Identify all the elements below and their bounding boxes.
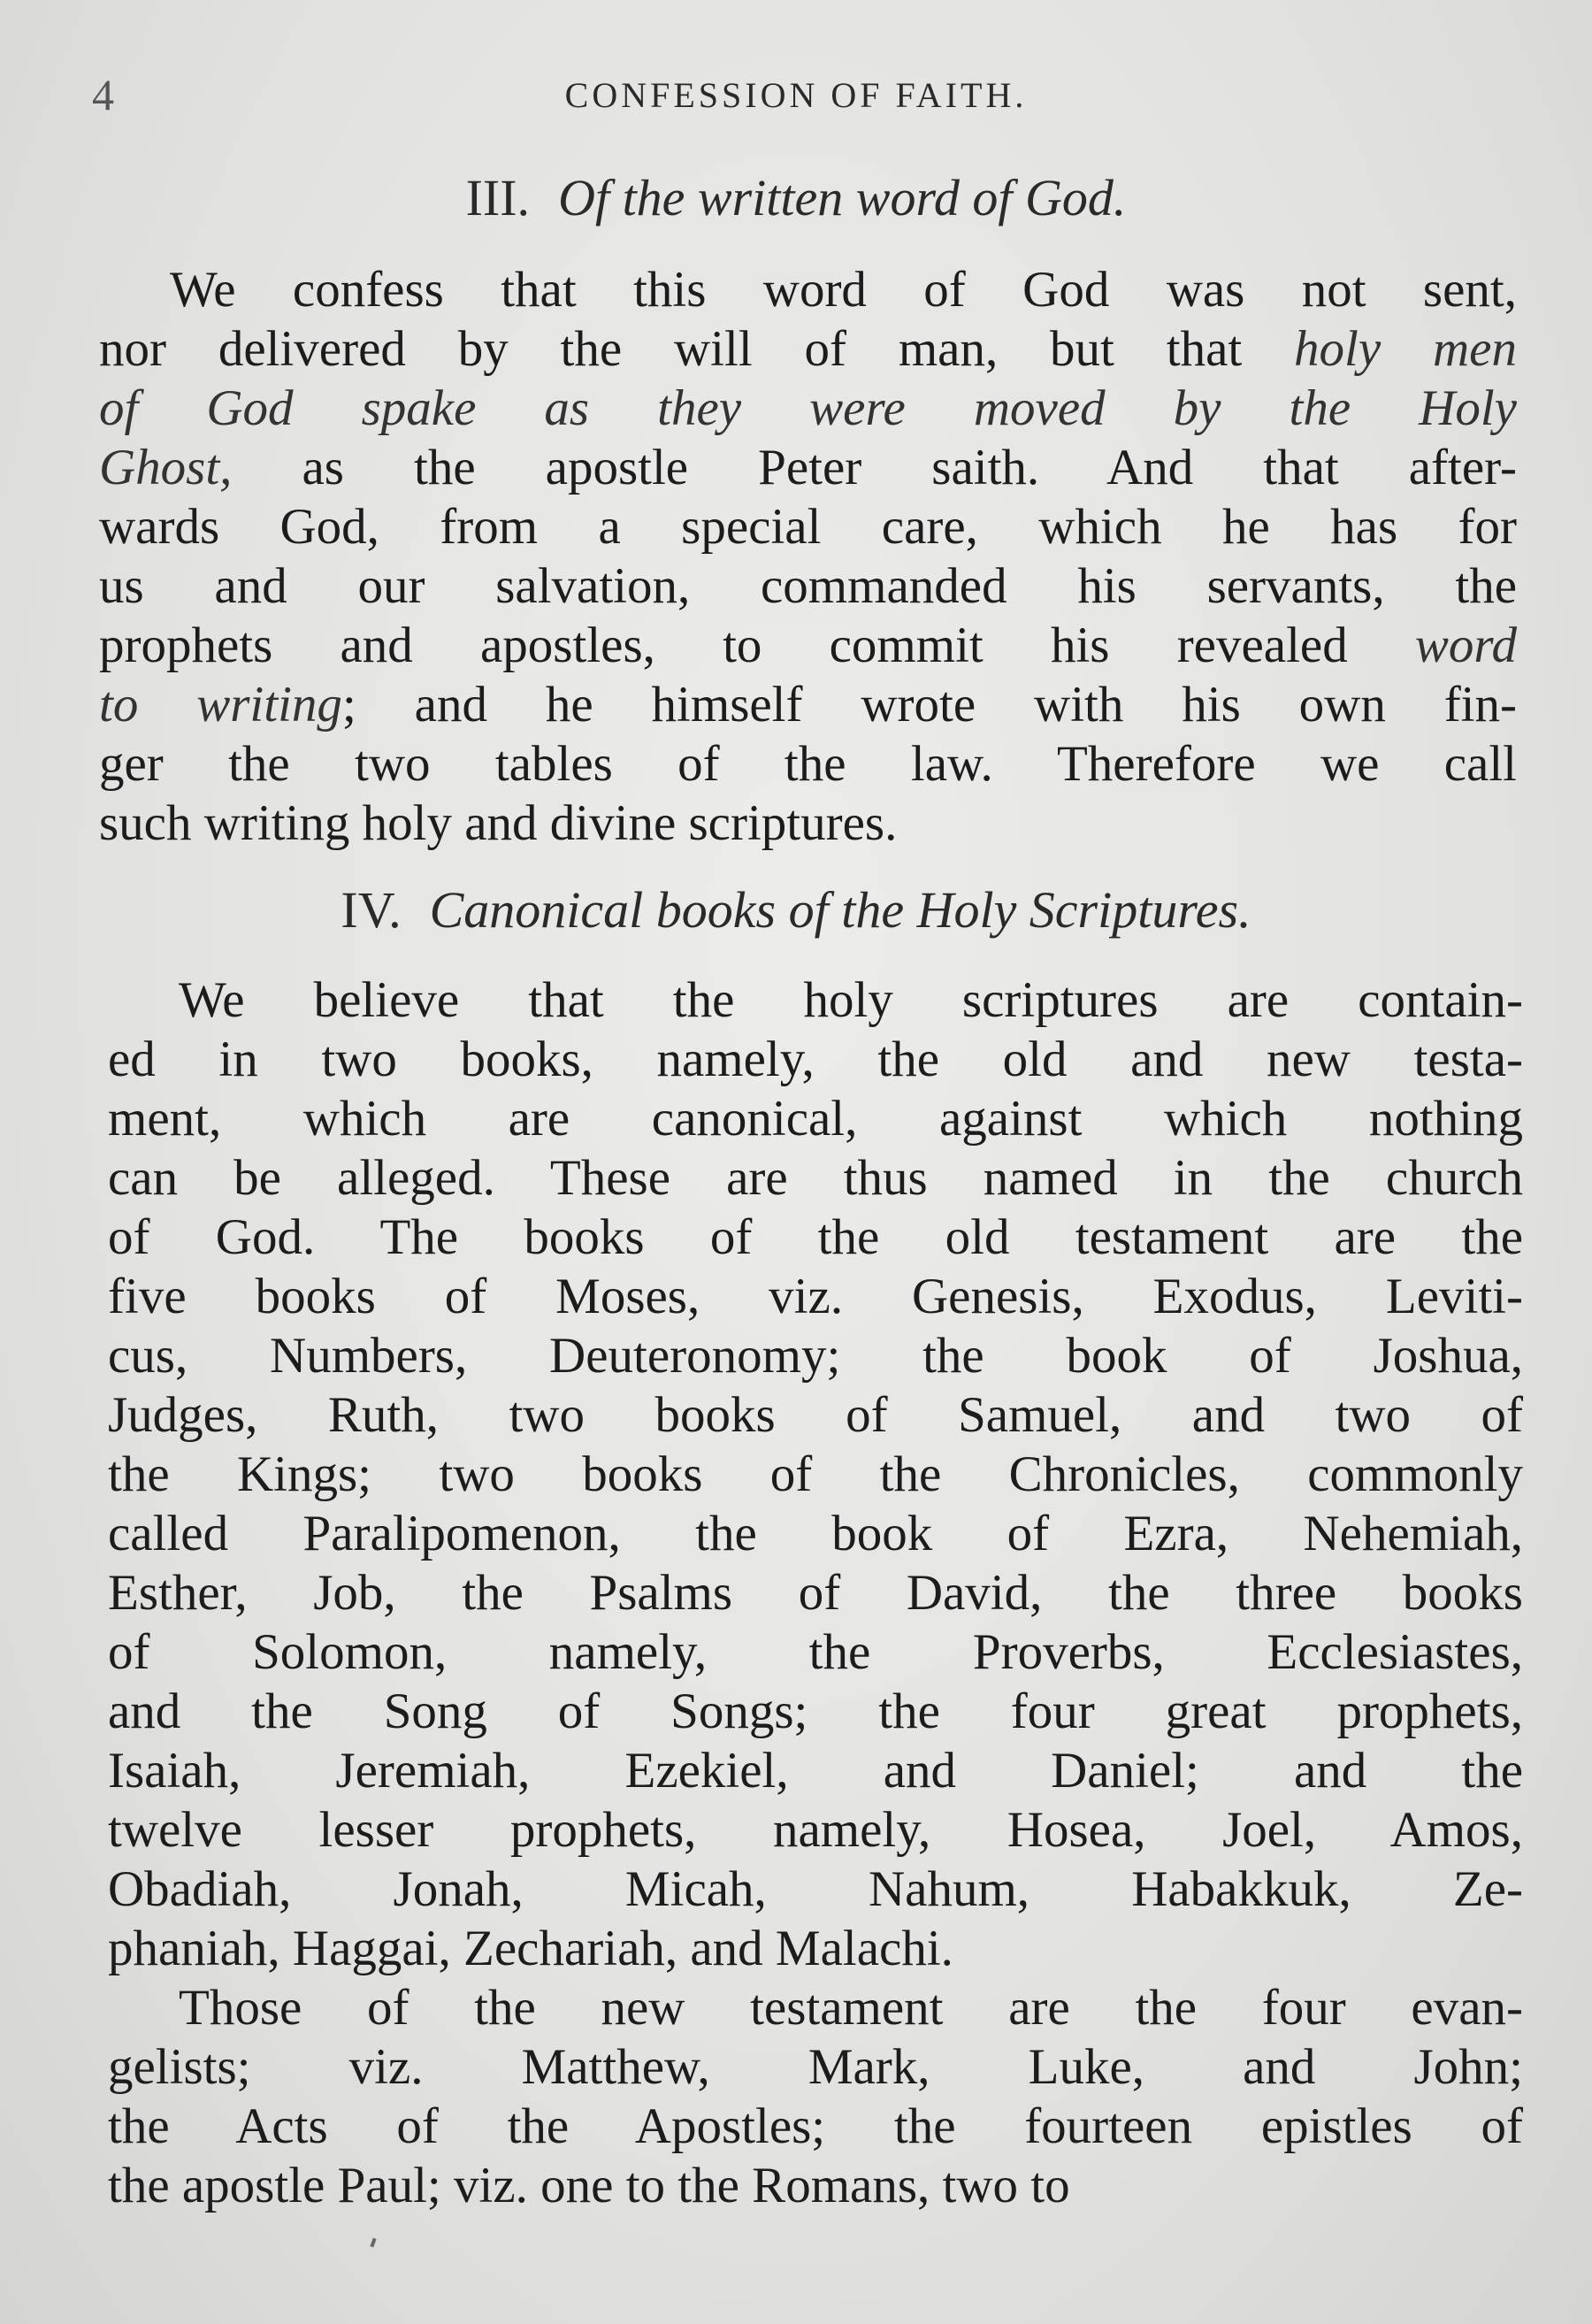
running-head: CONFESSION OF FAITH. [564, 75, 1028, 115]
text-line [108, 1089, 1523, 1148]
text-run: us and our salvation, commanded his servants, the [99, 558, 1517, 614]
text-run: Those of the new testament are the four evan- [179, 1980, 1523, 2036]
text-run: and the Song of Songs; the four great prophets, [108, 1684, 1523, 1739]
text-run: nor delivered by the will of man, but that [99, 321, 1295, 377]
section-number: III. [465, 169, 531, 226]
text-run: We confess that this word of God was not sent, [170, 262, 1517, 318]
text-run: the Kings; two books of the Chronicles, commonly [108, 1446, 1523, 1502]
text-run: can be alleged. These are thus named in the church [108, 1150, 1523, 1206]
section-heading-3 [0, 168, 1592, 227]
text-line [108, 1919, 1523, 1978]
text-line [108, 2097, 1523, 2156]
text-run: of Solomon, namely, the Proverbs, Ecclesiastes, [108, 1624, 1523, 1680]
text-line [108, 1148, 1523, 1208]
text-run: Isaiah, Jeremiah, Ezekiel, and Daniel; and the [108, 1743, 1523, 1799]
text-line [108, 1563, 1523, 1622]
text-line [108, 1682, 1523, 1741]
text-line [108, 1860, 1523, 1919]
section-heading-4 [0, 880, 1592, 940]
text-line [99, 794, 1517, 853]
text-run: We believe that the holy scriptures are contain- [179, 972, 1523, 1028]
text-line [108, 1622, 1523, 1682]
text-line [99, 616, 1517, 675]
text-line [179, 970, 1523, 1030]
text-run: twelve lesser prophets, namely, Hosea, Joel, Amos, [108, 1802, 1523, 1858]
text-line [108, 1800, 1523, 1860]
text-line [108, 1030, 1523, 1089]
text-run: of God. The books of the old testament are the [108, 1209, 1523, 1265]
text-line [108, 1445, 1523, 1504]
text-line [108, 1208, 1523, 1267]
text-line [108, 1385, 1523, 1445]
italic-text: word [1414, 617, 1517, 673]
text-run: gelists; viz. Matthew, Mark, Luke, and John; [108, 2039, 1523, 2095]
print-speck [370, 2238, 376, 2248]
text-line [108, 2037, 1523, 2097]
text-run: phaniah, Haggai, Zechariah, and Malachi. [108, 1921, 953, 1976]
text-line [99, 438, 1517, 497]
text-line [108, 1504, 1523, 1563]
text-line [99, 675, 1517, 734]
italic-text: holy men [1294, 321, 1517, 377]
text-line [108, 1267, 1523, 1326]
text-line [108, 1741, 1523, 1800]
text-line [99, 497, 1517, 556]
section-title: Of the written word of God. [558, 169, 1127, 226]
text-run: wards God, from a special care, which he has for [99, 499, 1517, 555]
text-run: prophets and apostles, to commit his revealed [99, 617, 1415, 673]
italic-text: Ghost, [99, 440, 233, 495]
page-number: 4 [92, 70, 114, 119]
page-header [0, 69, 1592, 122]
text-run: cus, Numbers, Deuteronomy; the book of Joshua, [108, 1328, 1523, 1384]
text-run: Esther, Job, the Psalms of David, the three books [108, 1565, 1523, 1621]
section-title: Canonical books of the Holy Scriptures. [429, 881, 1251, 939]
text-run: the Acts of the Apostles; the fourteen epistles of [108, 2098, 1523, 2154]
text-line [99, 379, 1517, 438]
text-run: Obadiah, Jonah, Micah, Nahum, Habakkuk, Ze- [108, 1861, 1523, 1917]
text-run: called Paralipomenon, the book of Ezra, Nehemiah, [108, 1506, 1523, 1561]
text-run: the apostle Paul; viz. one to the Romans, two to [108, 2158, 1070, 2213]
text-run: ; and he himself wrote with his own fin- [341, 677, 1517, 732]
text-line [108, 2156, 1523, 2215]
italic-text: of God spake as they were moved by the Holy [99, 380, 1517, 436]
text-run: five books of Moses, viz. Genesis, Exodus, Leviti- [108, 1269, 1523, 1324]
italic-text: to writing [99, 677, 342, 732]
text-run: as the apostle Peter saith. And that after- [232, 440, 1517, 495]
text-line [99, 556, 1517, 616]
text-run: ed in two books, namely, the old and new testa- [108, 1032, 1523, 1087]
text-line [99, 734, 1517, 794]
text-line [99, 319, 1517, 379]
text-line [179, 1978, 1523, 2037]
text-run: such writing holy and divine scriptures. [99, 795, 898, 851]
text-run: Judges, Ruth, two books of Samuel, and two of [108, 1387, 1523, 1443]
text-run: ger the two tables of the law. Therefore we call [99, 736, 1517, 792]
text-line [108, 1326, 1523, 1385]
text-line [170, 260, 1517, 319]
text-run: ment, which are canonical, against which nothing [108, 1091, 1523, 1147]
section-number: IV. [341, 881, 402, 939]
